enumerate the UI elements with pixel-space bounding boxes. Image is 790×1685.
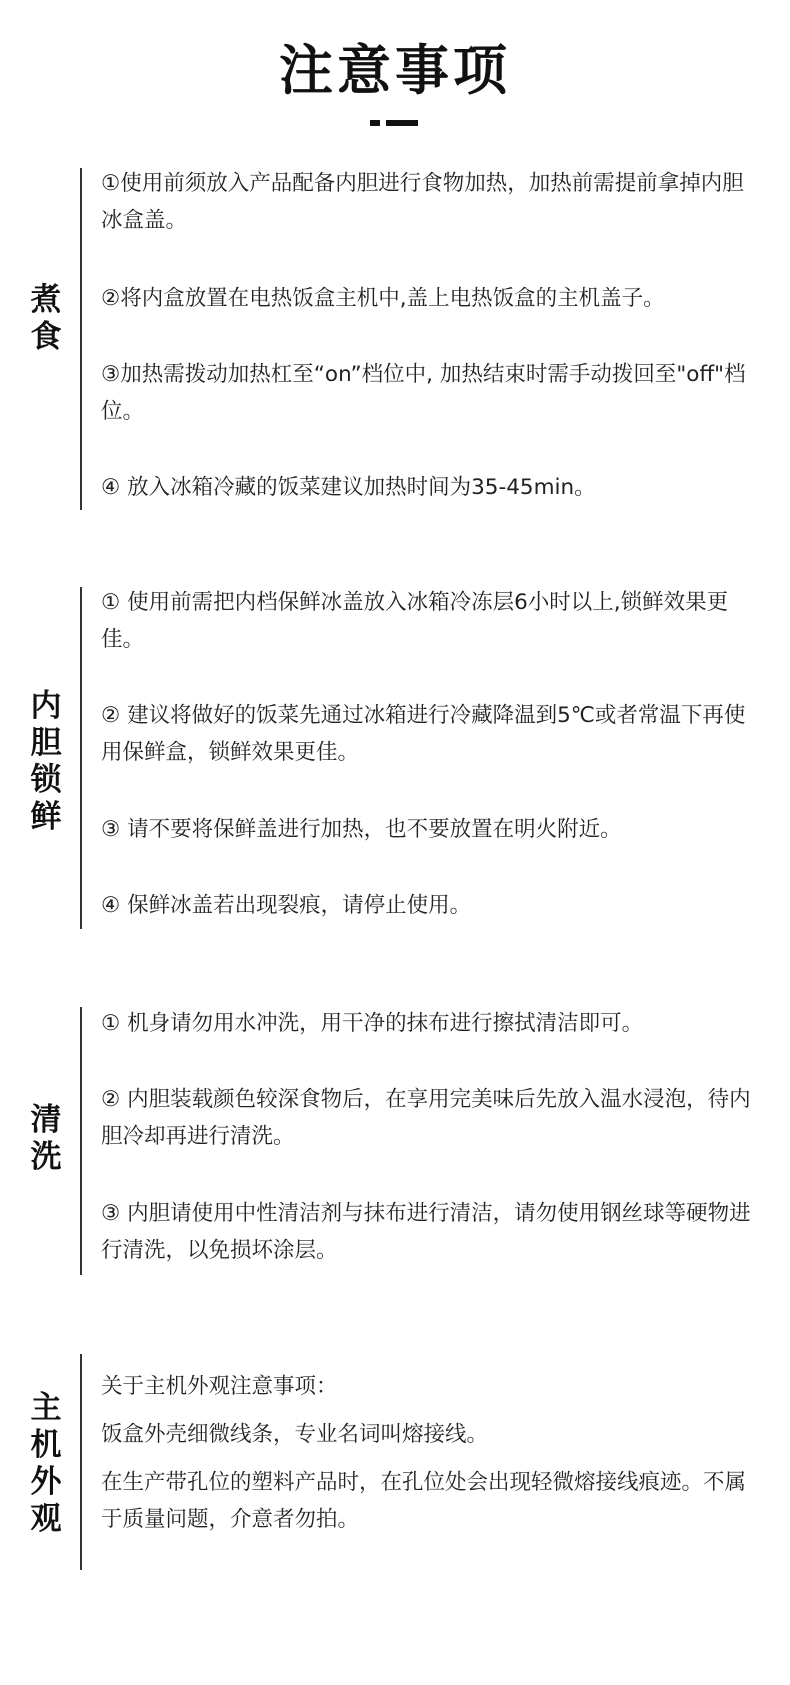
- section-label-char: 清: [30, 1102, 62, 1138]
- list-item: ④ 放入冰箱冷藏的饭菜建议加热时间为35-45min。: [101, 475, 596, 500]
- list-item: ③ 内胆请使用中性清洁剂与抹布进行清洁，请勿使用钢丝球等硬物进行清洗，以免损坏涂层。: [101, 1201, 751, 1263]
- title-decoration-short: [370, 120, 380, 126]
- section-label: [22, 1102, 70, 1176]
- list-item: ② 内胆装载颜色较深食物后，在享用完美味后先放入温水浸泡，待内胆冷却再进行清洗。: [101, 1087, 751, 1149]
- list-item: ①使用前须放入产品配备内胆进行食物加热，加热前需提前拿掉内胆冰盒盖。: [101, 171, 744, 233]
- section-label: [22, 1390, 70, 1538]
- list-item: ① 使用前需把内档保鲜冰盖放入冰箱冷冻层6小时以上,锁鲜效果更佳。: [101, 590, 729, 652]
- section-label-char: 食: [30, 319, 62, 355]
- section-label: [22, 282, 70, 356]
- list-item: ④ 保鲜冰盖若出现裂痕，请停止使用。: [101, 893, 472, 918]
- list-item: ③加热需拨动加热杠至“on”档位中, 加热结束时需手动拨回至"off"档位。: [101, 362, 746, 424]
- section-label-char: 外: [30, 1464, 62, 1500]
- section-label-char: 胆: [30, 725, 62, 761]
- section-divider: [80, 1007, 82, 1275]
- page-title: 注意事项: [279, 39, 511, 102]
- section-label: [22, 688, 70, 836]
- section-label-char: 观: [30, 1501, 62, 1537]
- list-item: ① 机身请勿用水冲洗，用干净的抹布进行擦拭清洁即可。: [101, 1011, 644, 1036]
- list-item: 关于主机外观注意事项：: [101, 1374, 338, 1399]
- section-label-char: 煮: [30, 282, 62, 318]
- section-label-char: 主: [30, 1390, 62, 1426]
- section-label-char: 机: [30, 1427, 62, 1463]
- list-item: 饭盒外壳细微线条，专业名词叫熔接线。: [101, 1422, 489, 1447]
- title-decoration-long: [386, 120, 418, 126]
- list-item: ② 建议将做好的饭菜先通过冰箱进行冷藏降温到5℃或者常温下再使用保鲜盒，锁鲜效果更佳。: [101, 703, 746, 765]
- section-divider: [80, 1354, 82, 1570]
- section-label-char: 内: [30, 688, 62, 724]
- section-label-char: 鲜: [30, 799, 62, 835]
- section-divider: [80, 168, 82, 510]
- section-label-char: 洗: [30, 1139, 62, 1175]
- section-label-char: 锁: [30, 762, 62, 798]
- section-divider: [80, 587, 82, 929]
- list-item: ③ 请不要将保鲜盖进行加热，也不要放置在明火附近。: [101, 817, 622, 842]
- list-item: ②将内盒放置在电热饭盒主机中,盖上电热饭盒的主机盖子。: [101, 286, 665, 311]
- list-item: 在生产带孔位的塑料产品时，在孔位处会出现轻微熔接线痕迹。不属于质量问题，介意者勿拍。: [101, 1470, 747, 1532]
